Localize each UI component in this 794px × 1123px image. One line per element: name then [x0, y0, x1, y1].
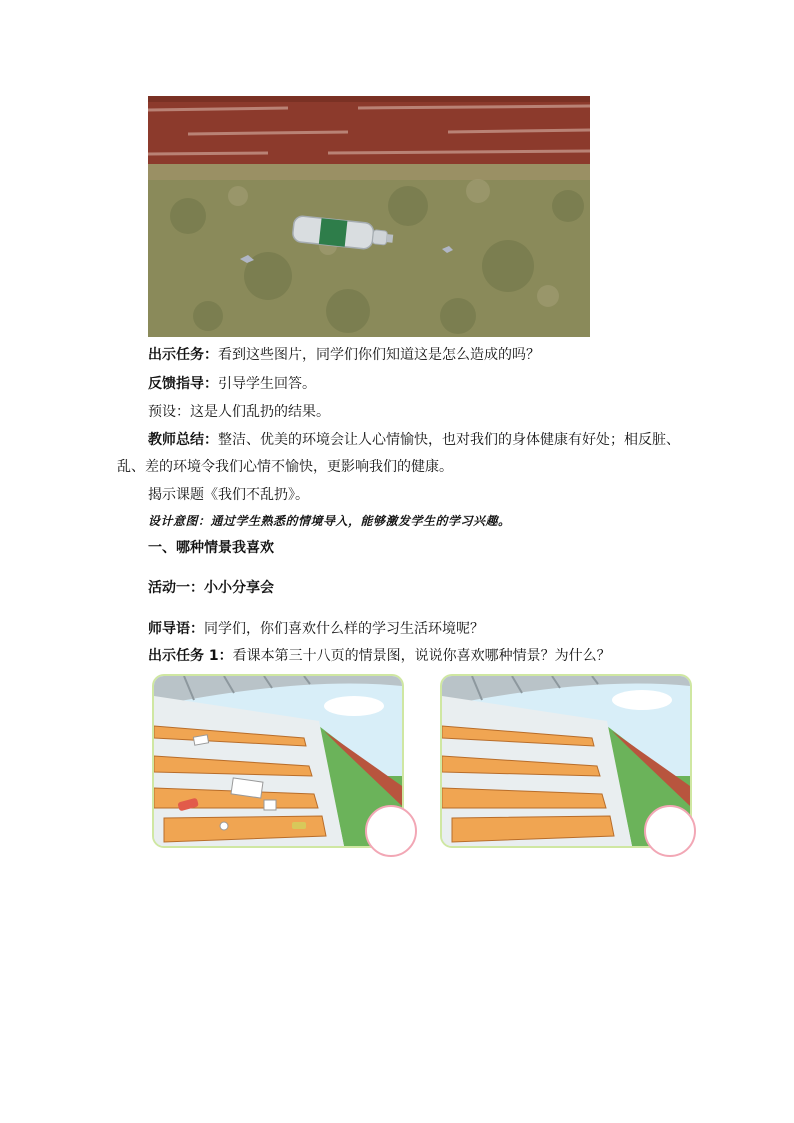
- activity-heading: [148, 578, 274, 598]
- paragraph-summary-continued: [117, 457, 453, 477]
- guide-text: 同学们，你们喜欢什么样的学习生活环境呢？: [204, 621, 484, 637]
- paragraph-design-intent: [148, 511, 511, 531]
- summary-label: 教师总结：: [148, 432, 218, 448]
- task-1-text: 看课本第三十八页的情景图，说说你喜欢哪种情景？为什么？: [232, 648, 611, 664]
- paragraph-task-1: [148, 646, 611, 666]
- task-1-label: 出示任务 1：: [148, 648, 233, 664]
- paragraph-preset: [148, 402, 330, 422]
- paragraph-summary: [148, 430, 680, 450]
- summary-text: 整洁、优美的环境会让人心情愉快，也对我们的身体健康有好处；相反脏、: [218, 432, 680, 448]
- task-text: 看到这些图片，同学们你们知道这是怎么造成的吗？: [218, 347, 540, 363]
- paragraph-topic: [148, 485, 309, 505]
- guide-label: 师导语：: [148, 621, 204, 637]
- answer-circle-left[interactable]: [365, 805, 417, 857]
- task-label: 出示任务：: [148, 347, 218, 363]
- answer-circle-right[interactable]: [644, 805, 696, 857]
- activity-heading-text: 活动一：小小分享会: [148, 580, 274, 596]
- topic-text: 揭示课题《我们不乱扔》。: [148, 487, 309, 503]
- preset-text: 预设：这是人们乱扔的结果。: [148, 404, 330, 420]
- section-heading: [148, 538, 274, 558]
- water-bottle-on-grass-photo: [148, 96, 590, 337]
- paragraph-guide: [148, 619, 484, 639]
- feedback-text: 引导学生回答。: [218, 376, 316, 392]
- feedback-label: 反馈指导：: [148, 376, 218, 392]
- design-intent-text: 设计意图：通过学生熟悉的情境导入，能够激发学生的学习兴趣。: [148, 514, 511, 528]
- paragraph-task: [148, 345, 540, 365]
- section-heading-text: 一、哪种情景我喜欢: [148, 540, 274, 556]
- paragraph-feedback: [148, 374, 316, 394]
- summary-text-continued: 乱、差的环境令我们心情不愉快，更影响我们的健康。: [117, 459, 453, 475]
